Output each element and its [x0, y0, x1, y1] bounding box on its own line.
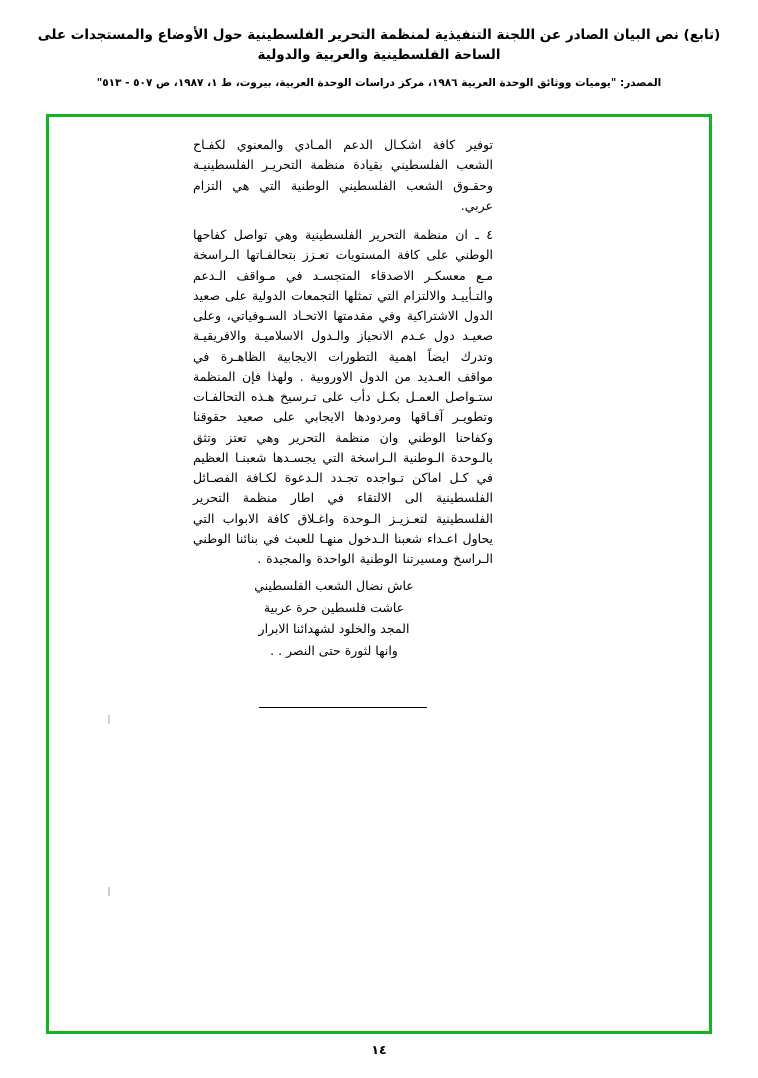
scan-artifact-mark — [108, 887, 110, 896]
content-frame-inner — [49, 117, 709, 1031]
slogan-line: عاش نضال الشعب الفلسطيني — [254, 578, 414, 594]
scan-artifact-mark — [108, 715, 110, 724]
slogan-line: المجد والخلود لشهدائنا الابرار — [258, 621, 410, 637]
document-source-line: المصدر: "يوميات ووثائق الوحدة العربية ١٩٨٦، مركز دراسات الوحدة العربية، بيروت، ط ١، ١٩٨٧، ص ٥٠٧ - ٥١٣" — [96, 77, 662, 90]
slogan-line: عاشت فلسطين حرة عربية — [263, 599, 405, 615]
document-title: (تابع) نص البيان الصادر عن اللجنة التنفيذية لمنظمة التحرير الفلسطينية حول الأوضاع والمستجدات على الساحة الفلسطينية والعربية والدولية — [37, 27, 721, 63]
document-header — [0, 0, 758, 91]
body-paragraph: توفير كافة اشكـال الدعم المـادي والمعنوي لكفـاح الشعب الفلسطيني بقيادة منظمة التحريـر الفلسطينيـة وحقـوق الشعب الفلسطيني الوطنية التي هي التزام عربي. — [193, 137, 493, 213]
content-frame — [46, 114, 712, 1034]
slogan-line: وانها لثورة حتى النصر . . — [270, 642, 398, 658]
text-column — [193, 135, 493, 708]
page-number: ١٤ — [371, 1042, 387, 1057]
body-paragraph: ٤ ـ ان منظمة التحرير الفلسطينية وهي تواصل كفاحها الوطني على كافة المستويات تعـزز بتحالفـاتها الـراسخة مـع معسكـر الاصدقاء المتجسـد في مـواقف الـدعم والتـأييـد والالتزام التي تمثلها التجمعات الدولية على صعيد الدول الاشتراكية وفي مقدمتها الاتحـاد السـوفياتي، وعلى صعيـد دول عـدم الانحياز والـدول الاسلاميـة والافريقيـة وتدرك ايضاً اهمية التطورات الايجابية الظاهـرة في مواقف العـديد من الدول الاوروبية . ولهذا فإن المنظمة ستـواصل العمـل بكـل دأب على تـرسيخ هـذه التحالفـات وتطويـر آفـاقها ومردودها الايجابي على صعيد حقوقنا وكفاحنا الوطني وان منظمة التحرير وهي تعتز وتثق بالـوحدة الـوطنية الـراسخة التي يجسـدها شعبنـا العظيم في كـل اماكن تـواجده تجـدد الـدعوة لكـافة الفصـائل الفلسطينية الى الالتقاء في اطار منظمة التحرير الفلسطينية لتعـزيـز الـوحدة واغـلاق كافة الابواب التي يحاول اعـداء شعبنا الـدخول منهـا للعبث في بنائنا الوطني الـراسخ ومسيرتنا الوطنية الواحدة والمجيدة . — [193, 227, 493, 566]
horizontal-rule — [259, 707, 427, 708]
section-divider-wrap — [193, 707, 493, 708]
slogans-block — [193, 575, 493, 661]
